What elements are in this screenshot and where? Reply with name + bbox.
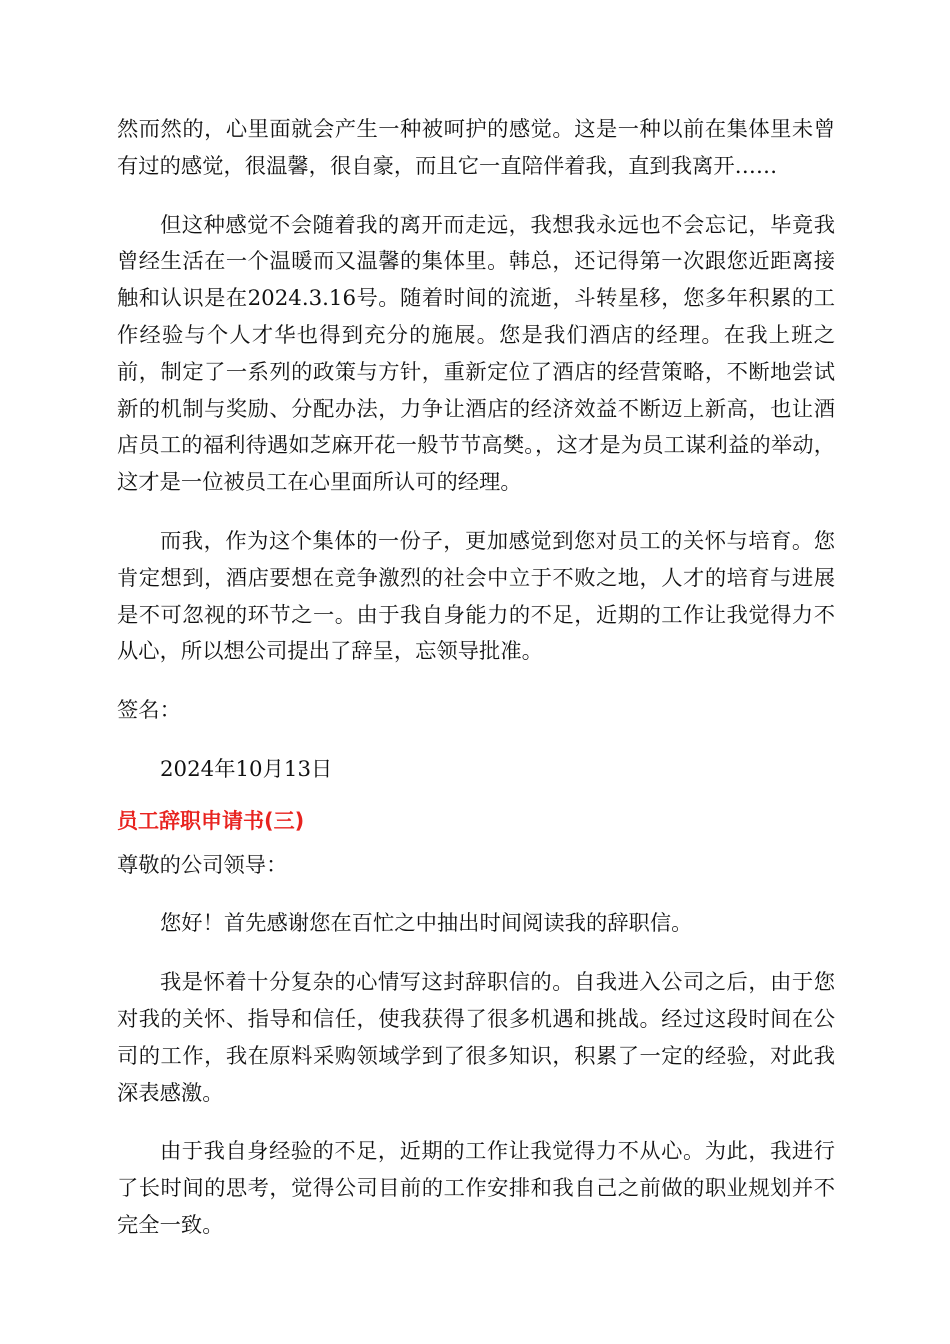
paragraph-5: 我是怀着十分复杂的心情写这封辞职信的。自我进入公司之后，由于您对我的关怀、指导和信任，使我获得了很多机遇和挑战。经过这段时间在公司的工作，我在原料采购领域学到了很多知识，积累了一定的经验，对此我深表感激。 bbox=[117, 970, 835, 1106]
date-line: 2024年10月13日 bbox=[160, 756, 333, 782]
signature-line: 签名： bbox=[117, 698, 181, 724]
paragraph-3: 而我，作为这个集体的一份子，更加感觉到您对员工的关怀与培育。您肯定想到，酒店要想在竞争激烈的社会中立于不败之地，人才的培育与进展是不可忽视的环节之一。由于我自身能力的不足，近期的工作让我觉得力不从心，所以想公司提出了辞呈，忘领导批准。 bbox=[117, 528, 835, 665]
section-title: 员工辞职申请书(三) bbox=[117, 808, 305, 833]
salutation: 尊敬的公司领导： bbox=[117, 852, 288, 878]
paragraph-2: 但这种感觉不会随着我的离开而走远，我想我永远也不会忘记，毕竟我曾经生活在一个温暖而又温馨的集体里。韩总，还记得第一次跟您近距离接触和认识是在2024.3.16号。随着时间的流逝，斗转星移，您多年积累的工作经验与个人才华也得到充分的施展。您是我们酒店的经理。在我上班之前，制定了一系列的政策与方针，重新定位了酒店的经营策略，不断地尝试新的机制与奖励、分配办法，力争让酒店的经济效益不断迈上新高，也让酒店员工的福利待遇如芝麻开花一般节节高樊。，这才是为员工谋利益的举动，这才是一位被员工在心里面所认可的经理。 bbox=[117, 212, 835, 496]
paragraph-continued: 然而然的，心里面就会产生一种被呵护的感觉。这是一种以前在集体里未曾有过的感觉，很温馨，很自豪，而且它一直陪伴着我，直到我离开…… bbox=[117, 117, 835, 179]
paragraph-6: 由于我自身经验的不足，近期的工作让我觉得力不从心。为此，我进行了长时间的思考，觉得公司目前的工作安排和我自己之前做的职业规划并不完全一致。 bbox=[117, 1139, 835, 1238]
document-page bbox=[117, 112, 835, 1245]
paragraph-4: 您好！首先感谢您在百忙之中抽出时间阅读我的辞职信。 bbox=[160, 911, 693, 937]
